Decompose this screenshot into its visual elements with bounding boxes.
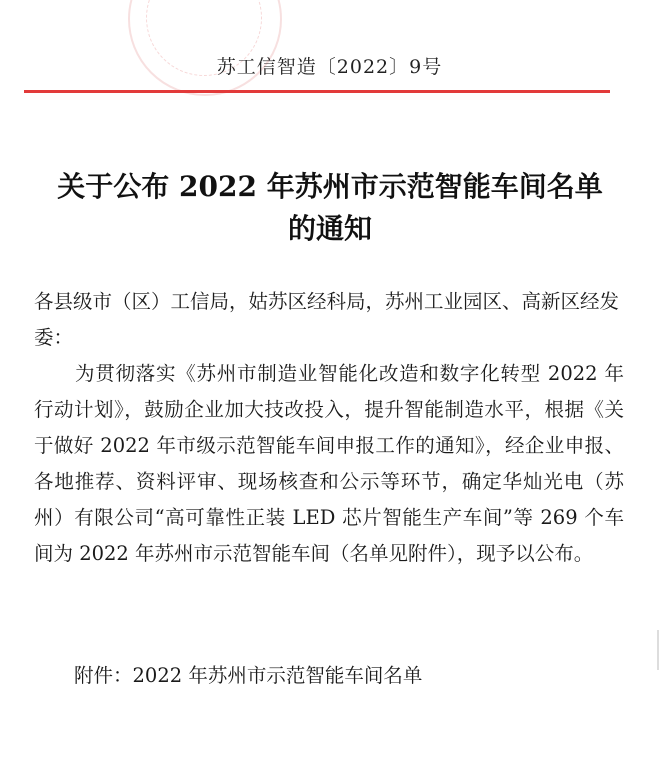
document-number: 苏工信智造〔2022〕9号 <box>216 56 443 78</box>
addressee-line: 各县级市（区）工信局，姑苏区经科局，苏州工业园区、高新区经发委： <box>34 290 620 349</box>
title-line-1: 关于公布 2022 年苏州市示范智能车间名单 <box>57 170 603 203</box>
attachment-line: 附件：2022 年苏州市示范智能车间名单 <box>74 664 423 687</box>
document-body <box>34 284 624 572</box>
body-paragraph: 为贯彻落实《苏州市制造业智能化改造和数字化转型 2022 年行动计划》，鼓励企业加大技改投入，提升智能制造水平，根据《关于做好 2022 年市级示范智能车间申报工作的通知》，经企业申报、各地推荐、资料评审、现场核查和公示等环节，确定华灿光电（苏州）有限公司“高可靠性正装 LED 芯片智能生产车间”等 269 个车间为 2022 年苏州市示范智能车间（名单见附件），现予以公布。 <box>34 362 624 565</box>
red-header-rule <box>24 90 610 93</box>
official-seal <box>128 0 282 96</box>
document-title <box>30 166 630 250</box>
title-line-2: 的通知 <box>287 212 372 245</box>
